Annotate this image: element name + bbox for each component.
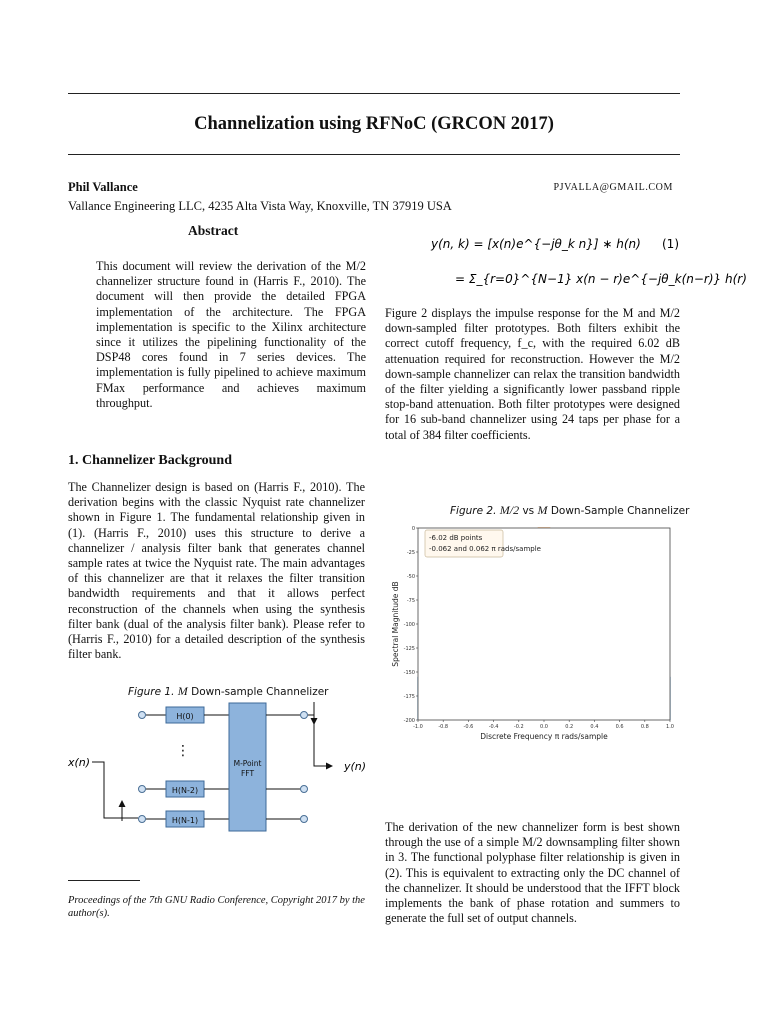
legend-line-2: -0.062 and 0.062 π rads/sample	[429, 545, 541, 553]
y-tick-label: -25	[406, 550, 415, 556]
abstract-text: This document will review the derivation of the M/2 channelizer structure found in (Harris F., 2010). The document will then provide the detailed FPGA implementation of the architecture. The FPGA implementation is specific to the Xilinx architecture since it utilizes the pipelining functionality of the DSP48 cores found in 7 series devices. The implementation is fully pipelined to achieve maximum FMax performance and achieves maximum throughput.	[96, 259, 366, 410]
figure1-diagram	[64, 700, 374, 835]
ellipsis: ⋮	[176, 743, 190, 759]
footnote	[68, 895, 368, 920]
x-tick-label: 0.8	[640, 724, 649, 730]
top-rule	[68, 93, 680, 94]
title-rule	[68, 154, 680, 155]
filter-label-hn1: H(N-1)	[171, 816, 199, 825]
input-bus	[92, 762, 118, 818]
figure2-caption-var2: M	[537, 503, 548, 517]
output-node	[301, 786, 308, 793]
figure2-caption-rest: Down-Sample Channelizer	[550, 505, 690, 517]
y-tick-label: 0	[411, 526, 415, 532]
abstract-heading: Abstract	[188, 223, 239, 238]
output-node	[301, 712, 308, 719]
section-body: The Channelizer design is based on (Harris F., 2010). The derivation begins with the classic Nyquist rate channelizer shown in Figure 1. The fundamental relationship given in (1). (Harris F., 2010) uses this structure to derive a channelizer / analysis filter bank that generates channel sample rates at twice the Nyquist rate. The main advantages of this channelizer are that it relaxes the filter transition bandwidth requirements and that it allows perfect reconstruction of the channels when using the synthesis filter bank (dual of the analysis filter bank). Please refer to (Harris F., 2010) for a detailed description of the synthesis filter bank.	[68, 480, 365, 662]
figure2-chart	[388, 520, 678, 745]
x-tick-label: 0.6	[615, 724, 624, 730]
x-tick-label: -0.8	[438, 724, 449, 730]
input-node	[139, 712, 146, 719]
figure2-caption-prefix: Figure 2.	[450, 505, 497, 517]
x-tick-label: -0.6	[463, 724, 474, 730]
figure1-caption-var: M	[177, 684, 188, 698]
input-node	[139, 816, 146, 823]
author-email: PJVALLA@GMAIL.COM	[553, 182, 673, 193]
footnote-rule	[68, 880, 140, 881]
right-column-text-2: The derivation of the new channelizer form is best shown through the use of a simple M/2 downsampling filter shown in 3. The functional polyphase filter relationship is given in (2). This is equivalent to extracting only the DC channel of the channelizer. It should be understood that the IFFT block implements the bank of phase rotation and summers to generate the full set of output channels.	[385, 820, 680, 926]
y-tick-label: -50	[406, 574, 415, 580]
output-node	[301, 816, 308, 823]
right-column-text-1: Figure 2 displays the impulse response for the M and M/2 down-sampled filter prototypes. Both filters exhibit the correct cutoff frequency, f_c, with the required 6.02 dB attenuation required for reconstruction. However the M/2 down-sample channelizer can relax the transition bandwidth of the filter yielding a significantly lower passband ripple stop-band attenuation. Both filter prototypes were designed for 16 sub-band channelizer using 24 taps per phase for a total of 384 filter coefficients.	[385, 306, 680, 442]
input-label: x(n)	[68, 756, 91, 769]
legend-line-1: -6.02 dB points	[429, 534, 483, 542]
figure2-caption	[450, 503, 689, 518]
figure1-caption-prefix: Figure 1.	[128, 686, 175, 698]
figure1-caption-rest: Down-sample Channelizer	[191, 686, 329, 698]
filter-label-h0: H(0)	[176, 712, 194, 721]
figure2-caption-var1: M/2	[499, 503, 520, 517]
x-tick-label: -0.2	[513, 724, 524, 730]
figure1-caption	[128, 684, 328, 699]
equation-graphic	[385, 234, 747, 300]
output-label: y(n)	[344, 760, 367, 773]
chart-ylabel: Spectral Magnitude dB	[391, 581, 400, 667]
chart-xlabel: Discrete Frequency π rads/sample	[480, 732, 608, 741]
y-tick-label: -175	[403, 694, 415, 700]
x-tick-label: 1.0	[666, 724, 674, 730]
x-tick-label: -0.4	[488, 724, 499, 730]
paper-title: Channelization using RFNoC (GRCON 2017)	[194, 114, 554, 134]
y-tick-label: -200	[403, 718, 415, 724]
equation-line-2: = Σ_{r=0}^{N−1} x(n − r)e^{−jθ_k(n−r)} h(r)	[455, 272, 747, 286]
filter-label-hn2: H(N-2)	[171, 786, 199, 795]
author-name: Phil Vallance	[68, 180, 138, 194]
figure2-caption-vs: vs	[522, 505, 535, 517]
y-tick-label: -150	[403, 670, 415, 676]
y-tick-label: -75	[406, 598, 415, 604]
x-tick-label: 0.2	[565, 724, 574, 730]
x-tick-label: 0.4	[590, 724, 599, 730]
input-node	[139, 786, 146, 793]
equation-number: (1)	[662, 237, 679, 251]
footnote-text: Proceedings of the 7th GNU Radio Conference, Copyright 2017 by the author(s).	[68, 895, 365, 919]
output-bus	[314, 715, 332, 766]
y-tick-label: -125	[403, 646, 415, 652]
equation-1	[385, 234, 747, 300]
section-heading: 1. Channelizer Background	[68, 453, 233, 468]
author-affiliation: Vallance Engineering LLC, 4235 Alta Vista Way, Knoxville, TN 37919 USA	[68, 199, 452, 213]
x-tick-label: 0.0	[540, 724, 548, 730]
y-tick-label: -100	[403, 622, 415, 628]
x-tick-label: -1.0	[413, 724, 423, 730]
fft-label-2: FFT	[240, 769, 255, 778]
fft-label-1: M-Point	[233, 759, 262, 768]
equation-line-1: y(n, k) = [x(n)e^{−jθ_k n}] ∗ h(n)	[431, 237, 641, 251]
